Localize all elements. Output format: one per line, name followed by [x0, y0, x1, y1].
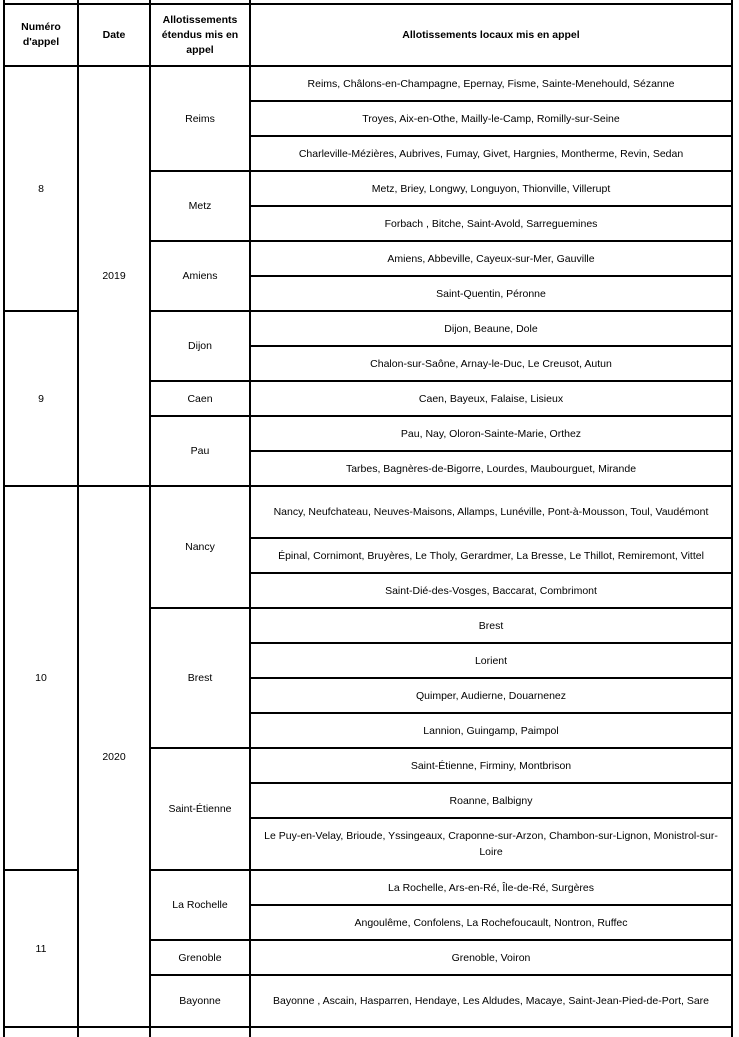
local-cell: Caen, Bayeux, Falaise, Lisieux	[250, 381, 732, 416]
extended-cell: Amiens	[150, 241, 250, 311]
header-date: Date	[78, 4, 150, 66]
numero-cell: 9	[4, 311, 78, 486]
local-cell: Reims, Châlons-en-Champagne, Epernay, Fisme, Sainte-Menehould, Sézanne	[250, 66, 732, 101]
clipped-cell	[78, 1027, 150, 1037]
clipped-cell	[250, 1027, 732, 1037]
table-row	[4, 66, 732, 101]
extended-cell: Dijon	[150, 311, 250, 381]
local-cell: Saint-Étienne, Firminy, Montbrison	[250, 748, 732, 783]
local-cell: Roanne, Balbigny	[250, 783, 732, 818]
table-row-clipped-bottom	[4, 1027, 732, 1037]
local-cell: Angoulême, Confolens, La Rochefoucault, Nontron, Ruffec	[250, 905, 732, 940]
local-cell: Épinal, Cornimont, Bruyères, Le Tholy, Gerardmer, La Bresse, Le Thillot, Remiremont, Vittel	[250, 538, 732, 573]
local-cell: Forbach , Bitche, Saint-Avold, Sarreguemines	[250, 206, 732, 241]
allotments-table	[3, 0, 733, 1037]
extended-cell: Pau	[150, 416, 250, 486]
local-cell: Dijon, Beaune, Dole	[250, 311, 732, 346]
extended-cell: Nancy	[150, 486, 250, 608]
header-numero: Numéro d'appel	[4, 4, 78, 66]
date-cell: 2019	[78, 66, 150, 486]
local-cell: Troyes, Aix-en-Othe, Mailly-le-Camp, Romilly-sur-Seine	[250, 101, 732, 136]
local-cell: Tarbes, Bagnères-de-Bigorre, Lourdes, Maubourguet, Mirande	[250, 451, 732, 486]
local-cell: Charleville-Mézières, Aubrives, Fumay, Givet, Hargnies, Montherme, Revin, Sedan	[250, 136, 732, 171]
extended-cell: Reims	[150, 66, 250, 171]
numero-cell: 8	[4, 66, 78, 311]
extended-cell: La Rochelle	[150, 870, 250, 940]
local-cell: Lorient	[250, 643, 732, 678]
local-cell: Quimper, Audierne, Douarnenez	[250, 678, 732, 713]
local-cell: Saint-Quentin, Péronne	[250, 276, 732, 311]
extended-cell: Bayonne	[150, 975, 250, 1027]
local-cell: La Rochelle, Ars-en-Ré, Île-de-Ré, Surgères	[250, 870, 732, 905]
local-cell	[250, 975, 732, 1027]
extended-cell: Brest	[150, 608, 250, 748]
local-cell: Le Puy-en-Velay, Brioude, Yssingeaux, Craponne-sur-Arzon, Chambon-sur-Lignon, Monistrol-sur-Loire	[250, 818, 732, 870]
extended-cell: Grenoble	[150, 940, 250, 975]
local-cell-text: Nancy, Neufchateau, Neuves-Maisons, Allamps, Lunéville, Pont-à-Mousson, Toul, Vaudémont	[273, 506, 709, 519]
local-cell	[250, 486, 732, 538]
local-cell: Amiens, Abbeville, Cayeux-sur-Mer, Gauville	[250, 241, 732, 276]
table-header-row	[4, 4, 732, 66]
local-cell: Chalon-sur-Saône, Arnay-le-Duc, Le Creusot, Autun	[250, 346, 732, 381]
extended-cell: Metz	[150, 171, 250, 241]
local-cell: Grenoble, Voiron	[250, 940, 732, 975]
numero-cell: 10	[4, 486, 78, 870]
local-cell: Saint-Dié-des-Vosges, Baccarat, Combrimont	[250, 573, 732, 608]
numero-cell: 11	[4, 870, 78, 1027]
header-extended: Allotissements étendus mis en appel	[150, 4, 250, 66]
date-cell: 2020	[78, 486, 150, 1027]
clipped-cell	[4, 1027, 78, 1037]
header-local: Allotissements locaux mis en appel	[250, 4, 732, 66]
table-row	[4, 486, 732, 538]
clipped-cell	[150, 1027, 250, 1037]
local-cell: Pau, Nay, Oloron-Sainte-Marie, Orthez	[250, 416, 732, 451]
extended-cell: Saint-Étienne	[150, 748, 250, 870]
local-cell-text: Bayonne , Ascain, Hasparren, Hendaye, Les Aldudes, Macaye, Saint-Jean-Pied-de-Port, Sare	[273, 995, 709, 1008]
local-cell: Brest	[250, 608, 732, 643]
local-cell: Lannion, Guingamp, Paimpol	[250, 713, 732, 748]
extended-cell: Caen	[150, 381, 250, 416]
local-cell: Metz, Briey, Longwy, Longuyon, Thionville, Villerupt	[250, 171, 732, 206]
